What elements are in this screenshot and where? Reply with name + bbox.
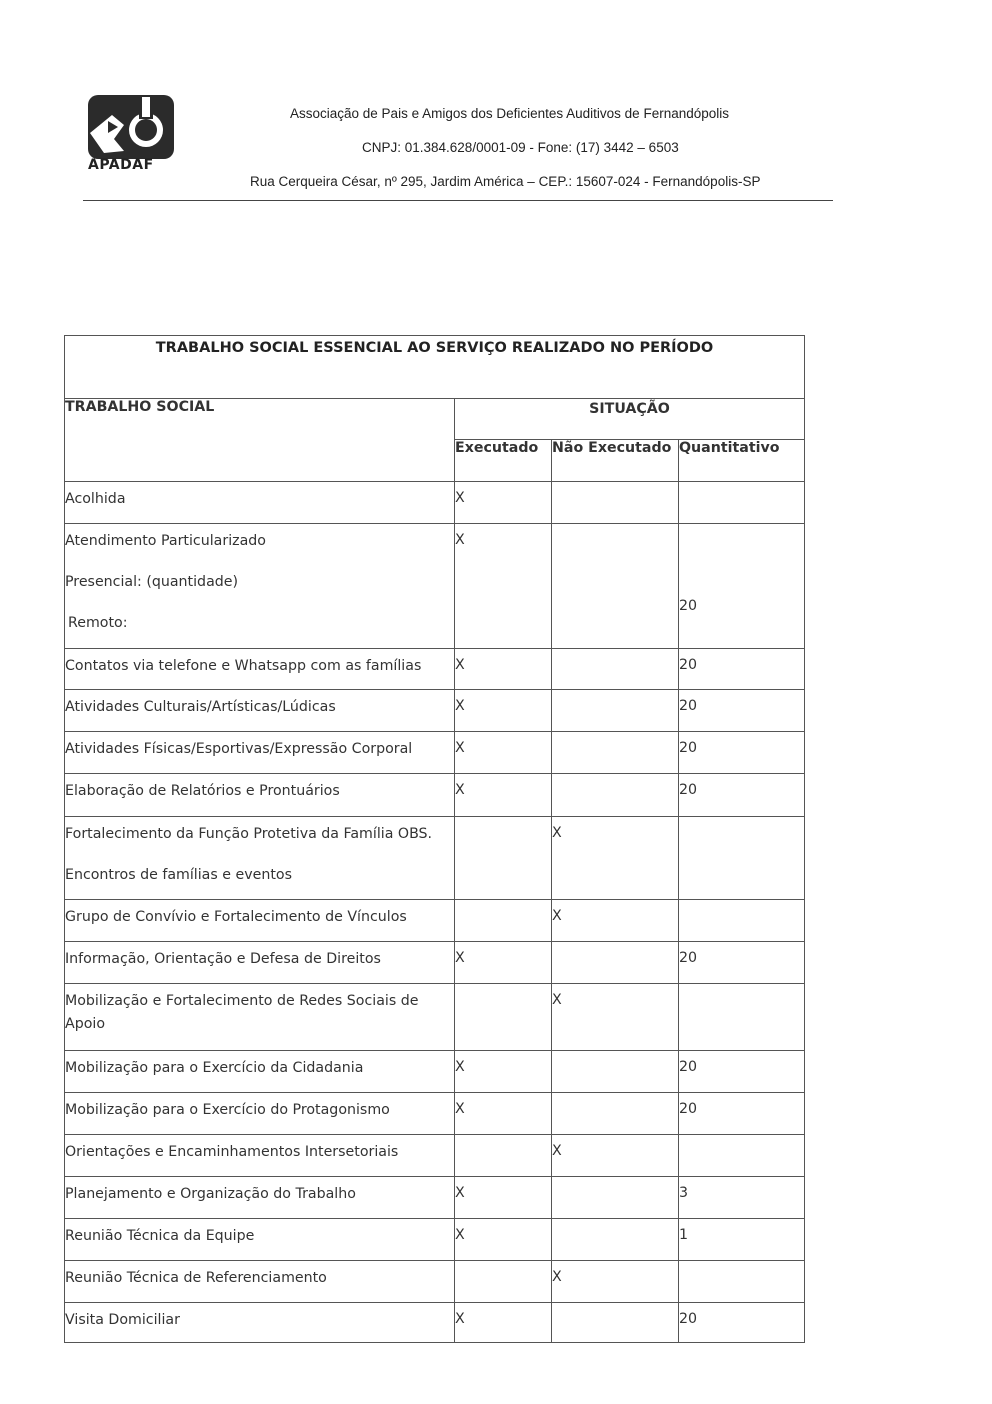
nao-executado-cell: X	[552, 984, 679, 1051]
row-label-line3: Remoto:	[68, 615, 128, 631]
table-row	[65, 1093, 805, 1135]
table-row	[65, 817, 805, 900]
header-executado: Executado	[455, 440, 552, 482]
row-label: Planejamento e Organização do Trabalho	[65, 1177, 455, 1219]
executado-cell: X	[455, 774, 552, 817]
nao-executado-cell	[552, 1303, 679, 1343]
row-label: Grupo de Convívio e Fortalecimento de Vínculos	[65, 900, 455, 942]
quantitativo-cell	[679, 817, 805, 900]
executado-cell	[455, 1135, 552, 1177]
executado-cell	[455, 817, 552, 900]
table-title: TRABALHO SOCIAL ESSENCIAL AO SERVIÇO REALIZADO NO PERÍODO	[65, 336, 805, 399]
quantitativo-cell: 20	[679, 1051, 805, 1093]
nao-executado-cell: X	[552, 900, 679, 942]
quantitativo-cell: 20	[679, 1093, 805, 1135]
row-label-line2: Presencial: (quantidade)	[65, 574, 239, 590]
row-label: Visita Domiciliar	[65, 1303, 455, 1343]
row-label: Mobilização e Fortalecimento de Redes Sociais de Apoio	[65, 984, 455, 1051]
quantitativo-cell	[679, 482, 805, 524]
header-nao-executado: Não Executado	[552, 440, 679, 482]
table-row	[65, 1303, 805, 1343]
quantitativo-cell: 20	[679, 732, 805, 774]
table-row	[65, 984, 805, 1051]
row-label: Orientações e Encaminhamentos Intersetoriais	[65, 1135, 455, 1177]
row-label: Contatos via telefone e Whatsapp com as famílias	[65, 649, 455, 690]
executado-cell: X	[455, 732, 552, 774]
quantitativo-cell	[679, 1135, 805, 1177]
row-label: Mobilização para o Exercício do Protagonismo	[65, 1093, 455, 1135]
table-row	[65, 482, 805, 524]
nao-executado-cell	[552, 649, 679, 690]
header-situacao: SITUAÇÃO	[455, 399, 805, 440]
row-label: Informação, Orientação e Defesa de Direitos	[65, 942, 455, 984]
executado-cell: X	[455, 942, 552, 984]
nao-executado-cell	[552, 524, 679, 649]
nao-executado-cell: X	[552, 1261, 679, 1303]
row-label-line2: Encontros de famílias e eventos	[65, 867, 292, 883]
logo-wordmark: APADAF	[88, 157, 154, 173]
table-row	[65, 1177, 805, 1219]
table-row	[65, 732, 805, 774]
executado-cell: X	[455, 649, 552, 690]
quantitativo-cell: 20	[679, 942, 805, 984]
nao-executado-cell	[552, 1051, 679, 1093]
address: Rua Cerqueira César, nº 295, Jardim América – CEP.: 15607-024 - Fernandópolis-SP	[250, 174, 761, 189]
executado-cell: X	[455, 1177, 552, 1219]
nao-executado-cell: X	[552, 1135, 679, 1177]
table-row	[65, 524, 805, 649]
header-quantitativo: Quantitativo	[679, 440, 805, 482]
executado-cell	[455, 900, 552, 942]
row-label: Reunião Técnica de Referenciamento	[65, 1261, 455, 1303]
social-work-table	[64, 335, 804, 1343]
row-label: Atendimento Particularizado	[65, 533, 266, 549]
nao-executado-cell: X	[552, 817, 679, 900]
quantitativo-cell: 20	[679, 524, 805, 649]
quantitativo-cell	[679, 1261, 805, 1303]
row-label: Mobilização para o Exercício da Cidadania	[65, 1051, 455, 1093]
row-label: Reunião Técnica da Equipe	[65, 1219, 455, 1261]
table-row	[65, 649, 805, 690]
row-label: Atividades Culturais/Artísticas/Lúdicas	[65, 690, 455, 732]
table-row	[65, 1135, 805, 1177]
table-row	[65, 900, 805, 942]
table-row	[65, 1219, 805, 1261]
quantitativo-cell: 3	[679, 1177, 805, 1219]
executado-cell: X	[455, 524, 552, 649]
executado-cell: X	[455, 1051, 552, 1093]
table-row	[65, 942, 805, 984]
executado-cell: X	[455, 690, 552, 732]
table-row	[65, 1051, 805, 1093]
executado-cell	[455, 1261, 552, 1303]
executado-cell	[455, 984, 552, 1051]
org-name: Associação de Pais e Amigos dos Deficientes Auditivos de Fernandópolis	[290, 106, 730, 121]
quantitativo-cell	[679, 900, 805, 942]
executado-cell: X	[455, 1303, 552, 1343]
header-trabalho-social: TRABALHO SOCIAL	[65, 399, 455, 482]
quantitativo-cell: 20	[679, 690, 805, 732]
cnpj-phone: CNPJ: 01.384.628/0001-09 - Fone: (17) 3442 – 6503	[362, 140, 679, 155]
quantitativo-cell: 1	[679, 1219, 805, 1261]
nao-executado-cell	[552, 1219, 679, 1261]
row-label: Acolhida	[65, 482, 455, 524]
table-row	[65, 1261, 805, 1303]
quantitativo-cell: 20	[679, 649, 805, 690]
executado-cell: X	[455, 482, 552, 524]
nao-executado-cell	[552, 482, 679, 524]
header-divider	[83, 200, 833, 201]
nao-executado-cell	[552, 942, 679, 984]
quantitativo-cell: 20	[679, 774, 805, 817]
nao-executado-cell	[552, 1093, 679, 1135]
nao-executado-cell	[552, 690, 679, 732]
nao-executado-cell	[552, 1177, 679, 1219]
row-label: Fortalecimento da Função Protetiva da Família OBS.	[65, 826, 433, 842]
nao-executado-cell	[552, 732, 679, 774]
table-row	[65, 774, 805, 817]
row-label: Elaboração de Relatórios e Prontuários	[65, 774, 455, 817]
nao-executado-cell	[552, 774, 679, 817]
row-label: Atividades Físicas/Esportivas/Expressão Corporal	[65, 732, 455, 774]
quantitativo-cell: 20	[679, 1303, 805, 1343]
executado-cell: X	[455, 1219, 552, 1261]
executado-cell: X	[455, 1093, 552, 1135]
quantitativo-cell	[679, 984, 805, 1051]
table-row	[65, 690, 805, 732]
